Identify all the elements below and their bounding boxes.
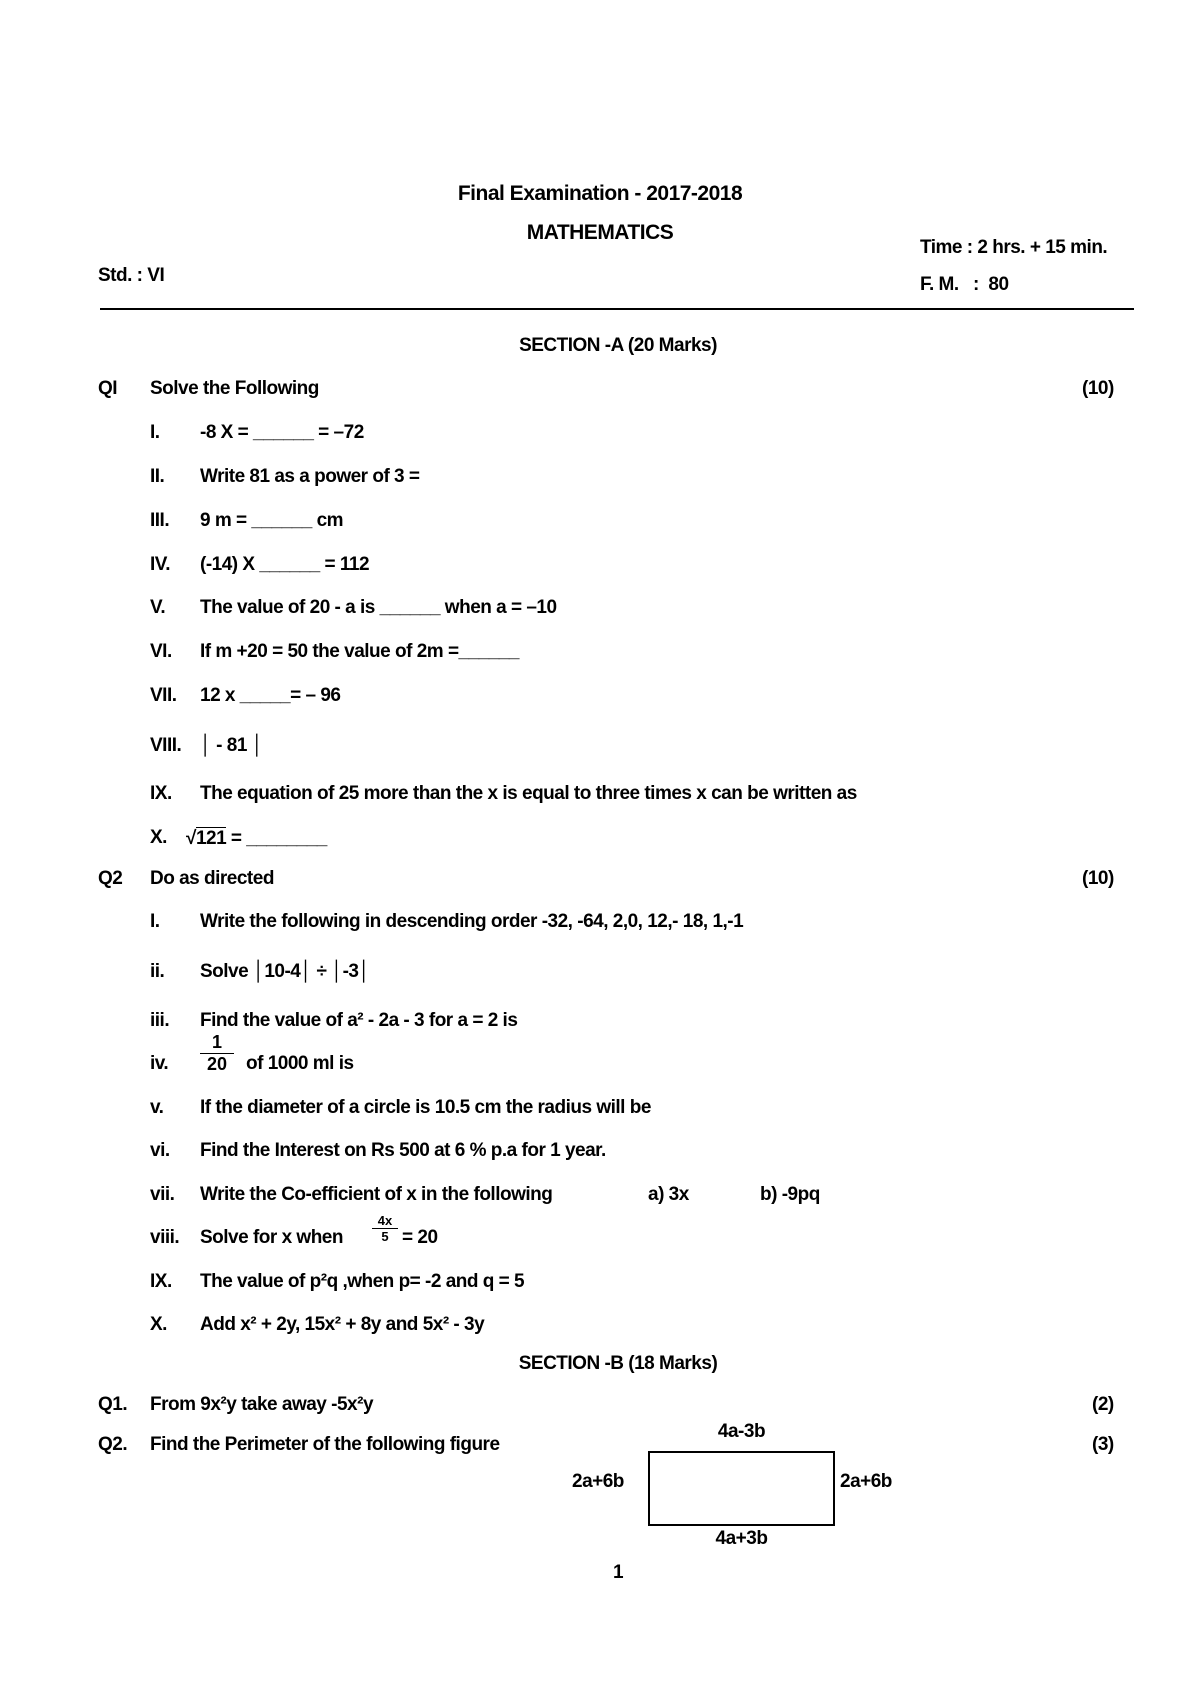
figure-right-label: 2a+6b xyxy=(840,1471,892,1492)
q1-heading: Solve the Following xyxy=(150,378,319,399)
item-label: II. xyxy=(150,466,165,487)
item-text: Write 81 as a power of 3 = xyxy=(200,466,420,487)
b-q2-number: Q2. xyxy=(98,1434,128,1455)
fraction-numerator: 4x xyxy=(372,1213,398,1229)
item-label: VI. xyxy=(150,641,172,662)
full-marks-label: F. M. : 80 xyxy=(920,274,1009,295)
item-label: vii. xyxy=(150,1184,175,1205)
item-label: VIII. xyxy=(150,735,182,756)
figure-left-label: 2a+6b xyxy=(572,1471,624,1492)
std-label: Std. : VI xyxy=(98,265,165,286)
q2-marks: (10) xyxy=(1082,868,1114,889)
item-text: of 1000 ml is xyxy=(246,1053,354,1074)
item-text: The value of 20 - a is ______ when a = –10 xyxy=(200,597,557,618)
b-q1-text: From 9x²y take away -5x²y xyxy=(150,1394,374,1415)
fraction-denominator: 20 xyxy=(206,1054,228,1074)
q2-number: Q2 xyxy=(98,868,123,889)
q2-heading: Do as directed xyxy=(150,868,274,889)
sqrt-sign: √ xyxy=(186,828,196,849)
figure-top-label: 4a-3b xyxy=(717,1421,766,1442)
item-text: The equation of 25 more than the x is equal to three times x can be written as xyxy=(200,783,857,804)
option-a: a) 3x xyxy=(648,1184,689,1205)
item-label: iii. xyxy=(150,1010,170,1031)
rectangle-figure xyxy=(648,1451,835,1526)
fraction-numerator: 1 xyxy=(200,1032,234,1054)
item-text: │ - 81 │ xyxy=(200,735,264,756)
item-text: Solve │10-4│ ÷ │-3│ xyxy=(200,961,370,982)
item-text: If m +20 = 50 the value of 2m =______ xyxy=(200,641,519,662)
b-q2-marks: (3) xyxy=(1092,1434,1114,1455)
figure-bottom-label: 4a+3b xyxy=(715,1528,768,1549)
item-label: ii. xyxy=(150,961,165,982)
item-label: X. xyxy=(150,1314,167,1335)
item-text: 12 x _____= – 96 xyxy=(200,685,341,706)
item-text xyxy=(186,827,327,850)
item-text-tail: = 20 xyxy=(402,1227,438,1248)
item-text: 9 m = ______ cm xyxy=(200,510,344,531)
radicand: 121 xyxy=(195,828,227,849)
fraction-4x-over-5 xyxy=(372,1213,398,1244)
fraction-denominator: 5 xyxy=(381,1229,389,1244)
item-label: viii. xyxy=(150,1227,180,1248)
item-label: v. xyxy=(150,1097,164,1118)
item-text: Write the following in descending order -32, -64, 2,0, 12,- 18, 1,-1 xyxy=(200,911,744,932)
item-label: IX. xyxy=(150,1271,172,1292)
item-text: Find the Interest on Rs 500 at 6 % p.a for 1 year. xyxy=(200,1140,606,1161)
item-label: VII. xyxy=(150,685,177,706)
section-b-title: SECTION -B (18 Marks) xyxy=(518,1353,718,1374)
item-text: Solve for x when xyxy=(200,1227,343,1248)
q1-marks: (10) xyxy=(1082,378,1114,399)
page-number: 1 xyxy=(612,1562,624,1583)
item-label: III. xyxy=(150,510,170,531)
item-label: IX. xyxy=(150,783,172,804)
header-divider xyxy=(100,308,1134,310)
subject-title: MATHEMATICS xyxy=(526,221,674,244)
item-text-tail: = ________ xyxy=(226,828,327,849)
item-text: Write the Co-efficient of x in the following xyxy=(200,1184,553,1205)
item-label: vi. xyxy=(150,1140,170,1161)
option-b: b) -9pq xyxy=(760,1184,820,1205)
item-text: Add x² + 2y, 15x² + 8y and 5x² - 3y xyxy=(200,1314,485,1335)
item-label: I. xyxy=(150,911,160,932)
b-q2-text: Find the Perimeter of the following figure xyxy=(150,1434,500,1455)
section-a-title: SECTION -A (20 Marks) xyxy=(519,335,717,356)
item-label: IV. xyxy=(150,554,170,575)
item-label: iv. xyxy=(150,1053,169,1074)
fraction-one-twentieth xyxy=(200,1032,234,1075)
time-label: Time : 2 hrs. + 15 min. xyxy=(920,237,1108,258)
item-label: X. xyxy=(150,827,167,848)
item-label: I. xyxy=(150,422,160,443)
item-label: V. xyxy=(150,597,166,618)
item-text: (-14) X ______ = 112 xyxy=(200,554,370,575)
q1-number: QI xyxy=(98,378,118,399)
item-text: Find the value of a² - 2a - 3 for a = 2 is xyxy=(200,1010,518,1031)
item-text: If the diameter of a circle is 10.5 cm the radius will be xyxy=(200,1097,651,1118)
item-text: The value of p²q ,when p= -2 and q = 5 xyxy=(200,1271,525,1292)
exam-title: Final Examination - 2017-2018 xyxy=(457,182,743,205)
b-q1-number: Q1. xyxy=(98,1394,128,1415)
b-q1-marks: (2) xyxy=(1092,1394,1114,1415)
item-text: -8 X = ______ = –72 xyxy=(200,422,364,443)
